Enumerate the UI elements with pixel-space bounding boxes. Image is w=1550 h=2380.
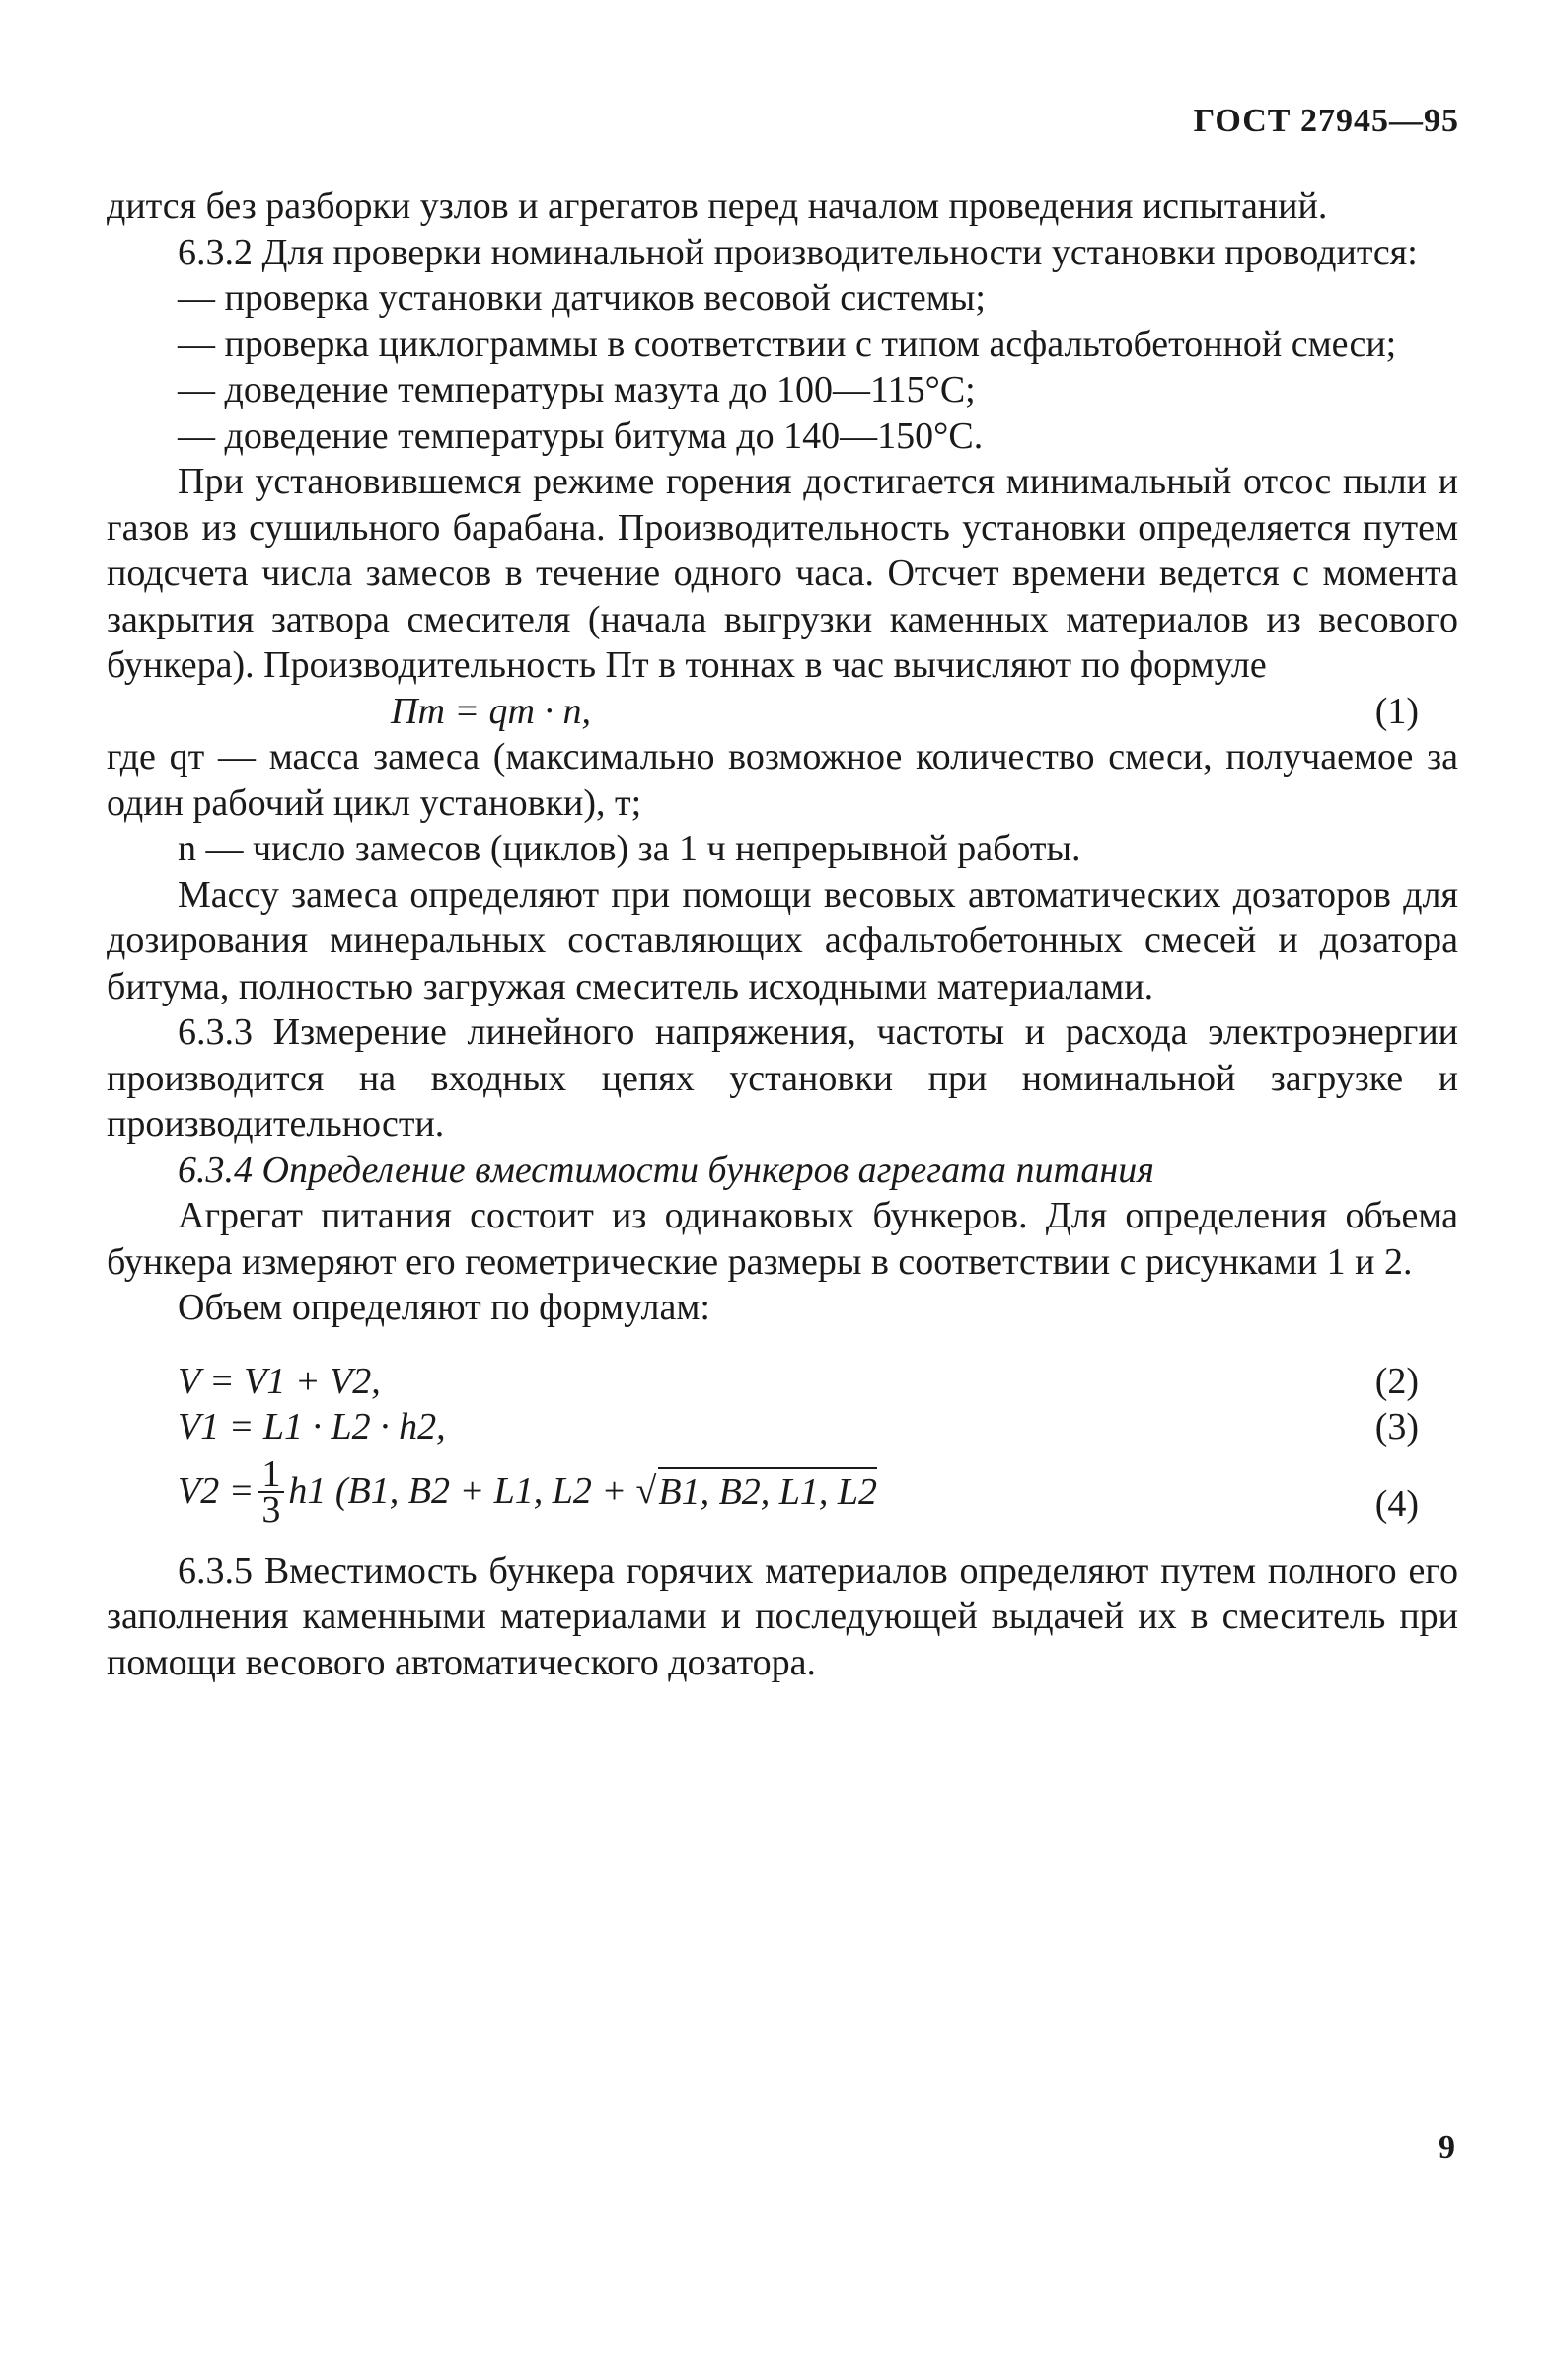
paragraph: 6.3.2 Для проверки номинальной производительности установки проводится: (178, 231, 1418, 273)
paragraph: дится без разборки узлов и агрегатов перед началом проведения испытаний. (107, 186, 1328, 227)
paragraph: Агрегат питания состоит из одинаковых бункеров. Для определения объема бункера измеряют его геометрические размеры в соответствии с рисунками 1 и 2. (107, 1195, 1458, 1283)
formula-block (107, 1359, 1458, 1538)
list-item: — проверка циклограммы в соответствии с типом асфальтобетонной смеси; (178, 323, 1397, 365)
fraction-numerator: 1 (258, 1457, 284, 1493)
paragraph: Объем определяют по формулам: (178, 1287, 710, 1328)
formula-number: (4) (1374, 1482, 1419, 1525)
formula-2 (107, 1359, 1458, 1404)
formula-number: (3) (1374, 1405, 1419, 1448)
formula-number: (1) (1374, 690, 1419, 732)
formula-3 (107, 1404, 1458, 1450)
paragraph: где qт — масса замеса (максимально возможное количество смеси, получаемое за один рабочий цикл установки), т; (107, 736, 1458, 824)
formula-expression: Пт = qт · n, (391, 690, 591, 732)
formula-expression: V = V1 + V2, (178, 1360, 381, 1402)
formula-expression: V1 = L1 · L2 · h2, (178, 1405, 446, 1448)
paragraph: 6.3.5 Вместимость бункера горячих материалов определяют путем полного его заполнения каменными материалами и последующей выдачей их в смеситель при помощи весового автоматического дозатора. (107, 1549, 1458, 1683)
list-item: — доведение температуры мазута до 100—115°С; (178, 369, 976, 410)
formula-expression (178, 1452, 878, 1530)
paragraph: n — число замесов (циклов) за 1 ч непрерывной работы. (178, 828, 1081, 869)
fraction (258, 1452, 284, 1530)
sqrt-radicand: B1, B2, L1, L2 (658, 1467, 877, 1516)
formula-4 (107, 1450, 1458, 1538)
paragraph: Массу замеса определяют при помощи весовых автоматических дозаторов для дозирования минеральных составляющих асфальтобетонных смесей и дозатора битума, полностью загружая смеситель исходными материалами. (107, 873, 1458, 1007)
formula-part: h1 (B1, B2 + L1, L2 + √ (288, 1470, 657, 1513)
formula-part: V2 = (178, 1470, 255, 1513)
document-body (107, 184, 1458, 1685)
formula-1 (107, 689, 1458, 735)
page-number: 9 (1439, 2129, 1455, 2166)
fraction-denominator: 3 (261, 1488, 281, 1530)
list-item: — доведение температуры битума до 140—150°С. (178, 414, 984, 457)
paragraph: 6.3.3 Измерение линейного напряжения, частоты и расхода электроэнергии производится на входных цепях установки при номинальной загрузке и производительности. (107, 1011, 1458, 1145)
section-heading: 6.3.4 Определение вместимости бункеров агрегата питания (178, 1149, 1154, 1191)
formula-number: (2) (1374, 1360, 1419, 1402)
list-item: — проверка установки датчиков весовой системы; (178, 277, 986, 319)
document-header: ГОСТ 27945—95 (1193, 103, 1459, 139)
paragraph: При установившемся режиме горения достигается минимальный отсос пыли и газов из сушильного барабана. Производительность установки определяется путем подсчета числа замесов в течение одного часа. Отсчет времени ведется с момента закрытия затвора смесителя (начала выгрузки каменных материалов из весового бункера). Производительность Пт в тоннах в час вычисляют по формуле (107, 461, 1458, 686)
